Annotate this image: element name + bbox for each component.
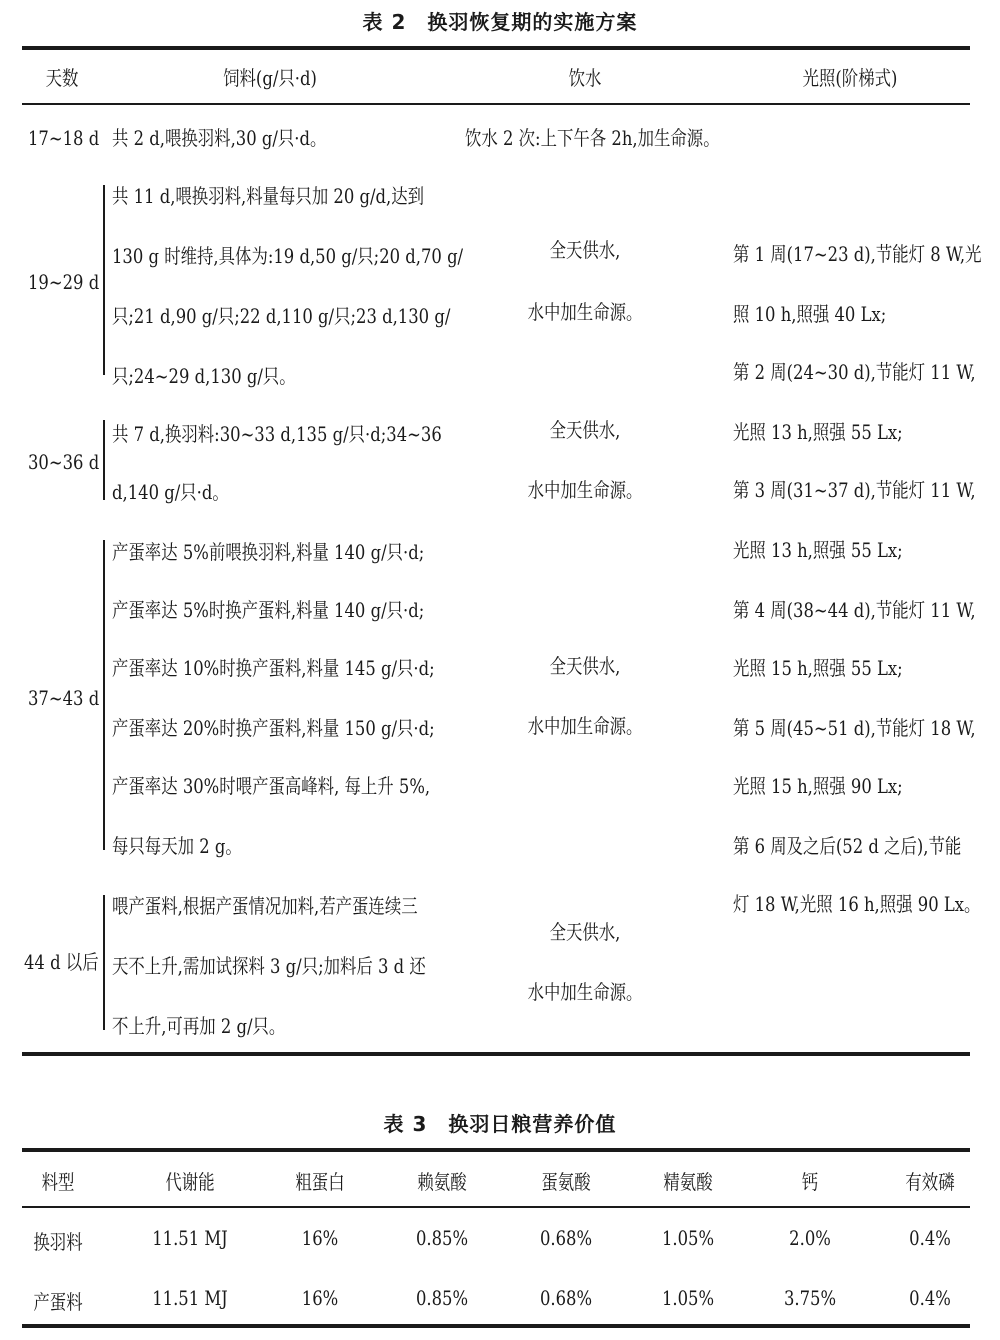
row4-feed-line: 产蛋率达 10%时换产蛋料,料量 145 g/只·d; <box>112 656 435 680</box>
row2-brace <box>103 185 105 375</box>
table3-cell: 2.0% <box>789 1226 831 1250</box>
light-line: 光照 13 h,照强 55 Lx; <box>733 538 903 562</box>
row4-feed-line: 每只每天加 2 g。 <box>112 834 242 858</box>
table2-header-feed: 饲料(g/只·d) <box>223 66 317 90</box>
row5-days: 44 d 以后 <box>24 950 99 974</box>
row5-feed-line: 天不上升,需加试探料 3 g/只;加料后 3 d 还 <box>112 954 426 978</box>
table3-header-rule <box>22 1206 970 1208</box>
table3-caption: 表 3 换羽日粮营养价值 <box>383 1112 617 1136</box>
table3-header-methionine: 蛋氨酸 <box>541 1170 591 1194</box>
row4-water-1: 全天供水, <box>549 654 621 678</box>
light-line: 光照 13 h,照强 55 Lx; <box>733 420 903 444</box>
table3-cell: 0.4% <box>909 1226 951 1250</box>
row3-brace <box>103 420 105 500</box>
light-line: 第 2 周(24~30 d),节能灯 11 W, <box>733 360 976 384</box>
light-line: 第 1 周(17~23 d),节能灯 8 W,光 <box>733 242 982 266</box>
row5-brace <box>103 895 105 1030</box>
light-line: 光照 15 h,照强 55 Lx; <box>733 656 903 680</box>
table3-cell: 产蛋料 <box>33 1290 83 1314</box>
row4-days: 37~43 d <box>28 686 100 710</box>
row3-feed-line: d,140 g/只·d。 <box>112 480 229 504</box>
table2-header-light: 光照(阶梯式) <box>802 66 898 90</box>
row5-feed-line: 喂产蛋料,根据产蛋情况加料,若产蛋连续三 <box>112 894 418 918</box>
table3-header-energy: 代谢能 <box>165 1170 215 1194</box>
table3-cell: 16% <box>301 1226 339 1250</box>
row4-brace <box>103 540 105 850</box>
table3-header-type: 料型 <box>41 1170 75 1194</box>
table3-cell: 11.51 MJ <box>152 1226 228 1250</box>
table3-header-lysine: 赖氨酸 <box>417 1170 467 1194</box>
row2-feed-line: 只;21 d,90 g/只;22 d,110 g/只;23 d,130 g/ <box>112 304 451 328</box>
table3-cell: 0.85% <box>415 1226 469 1250</box>
light-line: 照 10 h,照强 40 Lx; <box>733 302 887 326</box>
row1-water: 饮水 2 次:上下午各 2h,加生命源。 <box>465 126 720 150</box>
row4-water-2: 水中加生命源。 <box>527 714 643 738</box>
row4-feed-line: 产蛋率达 5%前喂换羽料,料量 140 g/只·d; <box>112 540 425 564</box>
table3-header-phosphorus: 有效磷 <box>905 1170 955 1194</box>
row3-water-2: 水中加生命源。 <box>527 478 643 502</box>
row3-feed-line: 共 7 d,换羽料:30~33 d,135 g/只·d;34~36 <box>112 422 442 446</box>
table2-header-rule <box>22 103 970 105</box>
table3-header-protein: 粗蛋白 <box>295 1170 345 1194</box>
table2-top-rule <box>22 46 970 50</box>
table2-header-water: 饮水 <box>568 66 602 90</box>
row2-water-2: 水中加生命源。 <box>527 300 643 324</box>
row4-feed-line: 产蛋率达 30%时喂产蛋高峰料, 每上升 5%, <box>112 774 431 798</box>
table2-header-days: 天数 <box>45 66 79 90</box>
table3-cell: 1.05% <box>661 1226 715 1250</box>
row5-water-1: 全天供水, <box>549 920 621 944</box>
light-line: 第 3 周(31~37 d),节能灯 11 W, <box>733 478 976 502</box>
light-line: 第 5 周(45~51 d),节能灯 18 W, <box>733 716 976 740</box>
table3-cell: 0.4% <box>909 1286 951 1310</box>
table3-top-rule <box>22 1148 970 1152</box>
light-line: 光照 15 h,照强 90 Lx; <box>733 774 903 798</box>
table3-cell: 16% <box>301 1286 339 1310</box>
row2-days: 19~29 d <box>28 270 100 294</box>
row1-days: 17~18 d <box>28 126 100 150</box>
row2-water-1: 全天供水, <box>549 238 621 262</box>
table3-cell: 11.51 MJ <box>152 1286 228 1310</box>
table3-cell: 换羽料 <box>33 1230 83 1254</box>
row3-days: 30~36 d <box>28 450 100 474</box>
table3-header-calcium: 钙 <box>801 1170 819 1194</box>
row2-feed-line: 只;24~29 d,130 g/只。 <box>112 364 296 388</box>
row5-water-2: 水中加生命源。 <box>527 980 643 1004</box>
row3-water-1: 全天供水, <box>549 418 621 442</box>
table3-bottom-rule <box>22 1324 970 1328</box>
table2-bottom-rule <box>22 1052 970 1056</box>
row5-feed-line: 不上升,可再加 2 g/只。 <box>112 1014 286 1038</box>
row4-feed-line: 产蛋率达 20%时换产蛋料,料量 150 g/只·d; <box>112 716 435 740</box>
table3-cell: 3.75% <box>783 1286 837 1310</box>
row1-feed-line: 共 2 d,喂换羽料,30 g/只·d。 <box>112 126 327 150</box>
table3-cell: 0.68% <box>539 1226 593 1250</box>
row2-feed-line: 130 g 时维持,具体为:19 d,50 g/只;20 d,70 g/ <box>112 244 464 268</box>
row4-feed-line: 产蛋率达 5%时换产蛋料,料量 140 g/只·d; <box>112 598 425 622</box>
table3-cell: 0.68% <box>539 1286 593 1310</box>
table3-cell: 0.85% <box>415 1286 469 1310</box>
table3-cell: 1.05% <box>661 1286 715 1310</box>
light-line: 第 6 周及之后(52 d 之后),节能 <box>733 834 962 858</box>
row2-feed-line: 共 11 d,喂换羽料,料量每只加 20 g/d,达到 <box>112 184 425 208</box>
light-line: 第 4 周(38~44 d),节能灯 11 W, <box>733 598 976 622</box>
light-line: 灯 18 W,光照 16 h,照强 90 Lx。 <box>733 892 981 916</box>
table2-caption: 表 2 换羽恢复期的实施方案 <box>362 10 638 34</box>
table3-header-arginine: 精氨酸 <box>663 1170 713 1194</box>
